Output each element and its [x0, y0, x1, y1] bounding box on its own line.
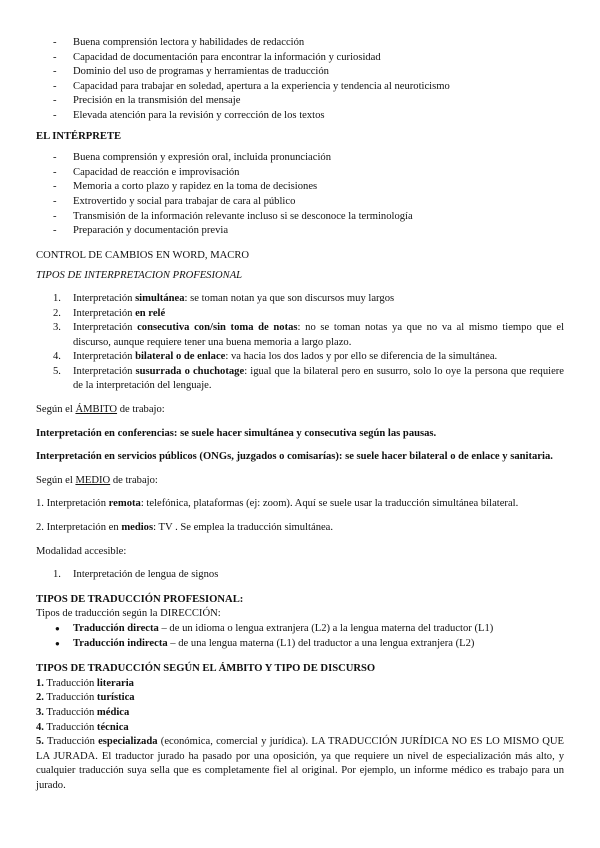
- tipos-interpretacion-heading: TIPOS DE INTERPRETACION PROFESIONAL: [36, 270, 243, 282]
- list-item: 3. Interpretación consecutiva con/sin toma de notas: no se toman notas ya que no va al mismo tiempo que el discurso, aunque requiere tener una buena memoria a largo plazo.: [53, 322, 565, 348]
- list-item: 2. Traducción turística: [36, 692, 135, 704]
- tipos-traduccion-heading: TIPOS DE TRADUCCIÓN PROFESIONAL:: [36, 593, 244, 605]
- list-item: 3. Traducción médica: [36, 706, 130, 718]
- list-item: - Capacidad de documentación para encontrar la información y curiosidad: [53, 51, 564, 66]
- list-item: - Extrovertido y social para trabajar de cara al público: [53, 195, 564, 210]
- list-item: - Dominio del uso de programas y herramientas de traducción: [53, 65, 564, 80]
- list-item: 4. Interpretación bilateral o de enlace: va hacia los dos lados y por ello se diferencia de la simultánea.: [53, 351, 498, 363]
- traductor-skills-list: [53, 36, 564, 124]
- modalidad-intro: Modalidad accesible:: [36, 545, 127, 557]
- modalidad-list: [53, 568, 564, 583]
- medio-item-medios: 2. Interpretación en medios: TV . Se emplea la traducción simultánea.: [36, 522, 334, 534]
- list-item: - Elevada atención para la revisión y corrección de los textos: [53, 109, 564, 124]
- list-item: 1. Interpretación simultánea: se toman notan ya que son discursos muy largos: [53, 292, 395, 304]
- ambito-discurso-list: [36, 677, 564, 794]
- list-item: - Buena comprensión y expresión oral, incluida pronunciación: [53, 151, 564, 166]
- list-item: ● Traducción indirecta – de una lengua materna (L1) del traductor a una lengua extranjera (L2): [53, 637, 564, 652]
- list-item: 1. Traducción literaria: [36, 677, 134, 689]
- list-item: 5. Interpretación susurrada o chuchotage: igual que la bilateral pero en susurro, solo lo oye la persona que requiere de la interpretación del lenguaje.: [53, 365, 565, 392]
- medio-intro: Según el MEDIO de trabajo:: [36, 474, 158, 486]
- list-item: - Capacidad de reacción e improvisación: [53, 166, 564, 181]
- interprete-skills-list: [53, 151, 564, 239]
- list-item: 2. Interpretación en relé: [53, 307, 166, 319]
- list-item: ● Traducción directa – de un idioma o lengua extranjera (L2) a la lengua materna del traductor (L1): [53, 622, 564, 637]
- tipos-interpretacion-list: [53, 292, 564, 394]
- ambito-discurso-heading: TIPOS DE TRADUCCIÓN SEGÚN EL ÁMBITO Y TIPO DE DISCURSO: [36, 663, 376, 675]
- medio-item-remota: 1. Interpretación remota: telefónica, plataformas (ej: zoom). Aquí se suele usar la traducción simultánea bilateral.: [36, 498, 519, 510]
- list-item: - Capacidad para trabajar en soledad, apertura a la experiencia y tendencia al neuroticismo: [53, 80, 564, 95]
- list-item: - Buena comprensión lectora y habilidades de redacción: [53, 36, 564, 51]
- document-body: [36, 36, 564, 794]
- control-cambios-note: CONTROL DE CAMBIOS EN WORD, MACRO: [36, 249, 250, 261]
- list-item: - Precisión en la transmisión del mensaje: [53, 94, 564, 109]
- direccion-list: [53, 622, 564, 651]
- list-item: - Preparación y documentación previa: [53, 224, 564, 239]
- list-item: - Transmisión de la información relevante incluso si se desconoce la terminología: [53, 210, 564, 225]
- servicios-publicos-paragraph: Interpretación en servicios públicos (ONGs, juzgados o comisarías): se suele hacer bilateral o de enlace y sanitaria.: [36, 451, 553, 463]
- conferencias-paragraph: Interpretación en conferencias: se suele hacer simultánea y consecutiva según las pausas.: [36, 427, 437, 439]
- ambito-intro: Según el ÁMBITO de trabajo:: [36, 404, 165, 416]
- list-item: 1. Interpretación de lengua de signos: [53, 569, 219, 581]
- direccion-intro: Tipos de traducción según la DIRECCIÓN:: [36, 608, 221, 620]
- list-item: - Memoria a corto plazo y rapidez en la toma de decisiones: [53, 180, 564, 195]
- list-item: 4. Traducción técnica: [36, 721, 129, 733]
- list-item: 5. Traducción especializada (económica, comercial y jurídica). LA TRADUCCIÓN JURÍDICA NO ES LO MISMO QUE LA JURADA. El traductor jurado ha pasado por una oposición, ya que requiere un nivel de especialización más alto, y cualquier traducción suya sella que es completamente fiel al original. Por ejemplo, un informe médico es trabajo para un jurado.: [36, 736, 564, 791]
- interprete-heading: EL INTÉRPRETE: [36, 130, 122, 142]
